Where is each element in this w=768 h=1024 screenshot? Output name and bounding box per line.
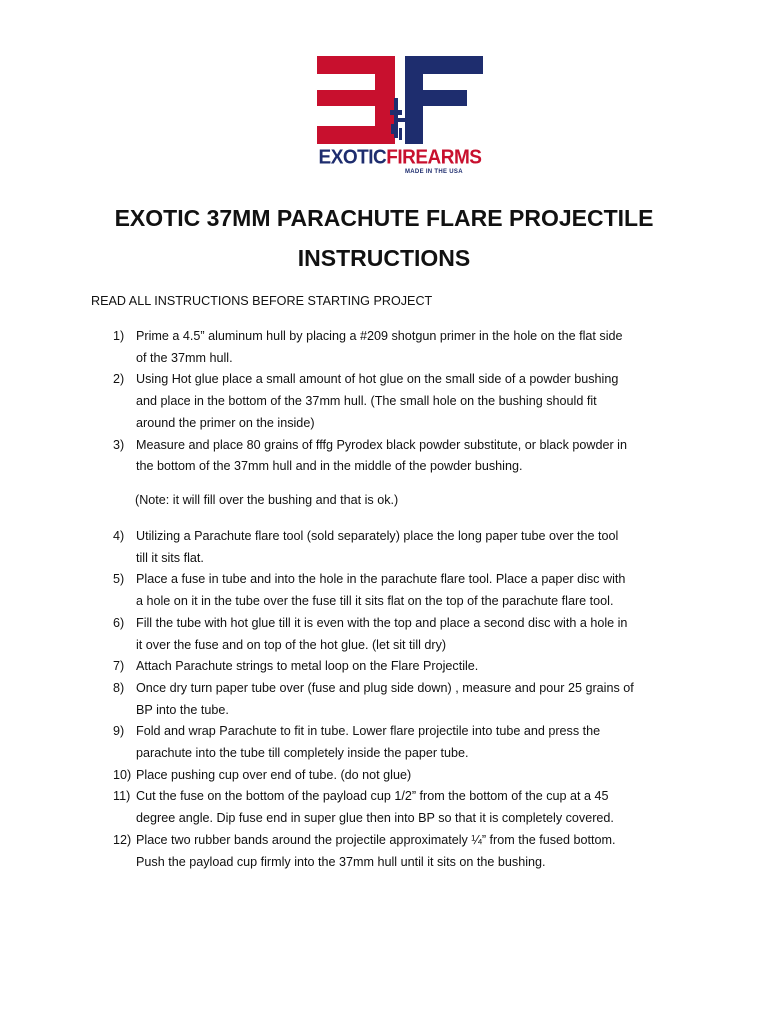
instruction-step bbox=[113, 678, 693, 721]
step-line: Once dry turn paper tube over (fuse and plug side down) , measure and pour 25 grains of bbox=[136, 680, 634, 695]
instruction-step bbox=[113, 613, 693, 656]
step-line: it over the fuse and on top of the hot glue. (let sit till dry) bbox=[136, 637, 447, 652]
step-text bbox=[136, 569, 693, 612]
step-line: and place in the bottom of the 37mm hull. (The small hole on the bushing should fit bbox=[136, 394, 597, 409]
step-number: 7) bbox=[113, 659, 125, 674]
instruction-step bbox=[113, 526, 693, 569]
step-text bbox=[136, 678, 693, 721]
exotic-firearms-logo bbox=[300, 52, 500, 182]
step-number: 12) bbox=[113, 832, 132, 847]
step-number: 1) bbox=[113, 329, 125, 343]
note-text: (Note: it will fill over the bushing and that is ok.) bbox=[135, 493, 399, 507]
step-line: Place a fuse in tube and into the hole in the parachute flare tool. Place a paper disc with bbox=[136, 572, 626, 587]
step-line: Place pushing cup over end of tube. (do not glue) bbox=[136, 767, 412, 782]
step-number: 3) bbox=[113, 437, 125, 452]
step-text bbox=[136, 786, 693, 829]
step-number: 4) bbox=[113, 529, 125, 543]
instruction-step bbox=[113, 369, 693, 434]
step-line: of the 37mm hull. bbox=[136, 350, 233, 365]
ef-monogram-icon bbox=[300, 52, 500, 148]
step-line: BP into the tube. bbox=[136, 702, 229, 717]
step-text bbox=[136, 526, 693, 569]
step-number: 11) bbox=[113, 789, 131, 804]
instruction-step bbox=[113, 569, 693, 612]
step-line: Prime a 4.5” aluminum hull by placing a #209 shotgun primer in the hole on the flat side bbox=[136, 329, 623, 343]
step-text bbox=[136, 656, 693, 678]
document-title bbox=[0, 198, 768, 278]
step-line: Attach Parachute strings to metal loop on the Flare Projectile. bbox=[136, 659, 479, 674]
step-number: 8) bbox=[113, 680, 125, 695]
instruction-step bbox=[113, 656, 693, 678]
step-line: a hole on it in the tube over the fuse till it sits flat on the top of the parachute flare tool. bbox=[136, 594, 614, 609]
brand-tagline: MADE IN THE USA bbox=[405, 169, 463, 175]
step-line: around the primer on the inside) bbox=[136, 415, 315, 430]
instruction-step bbox=[113, 721, 693, 764]
step-line: parachute into the tube till completely inside the paper tube. bbox=[136, 746, 469, 761]
intro-text: READ ALL INSTRUCTIONS BEFORE STARTING PROJECT bbox=[91, 294, 433, 308]
step-number: 5) bbox=[113, 572, 125, 587]
step-line: Cut the fuse on the bottom of the payload cup 1/2” from the bottom of the cup at a 45 bbox=[136, 789, 609, 804]
step-line: Measure and place 80 grains of fffg Pyrodex black powder substitute, or black powder in bbox=[136, 437, 627, 452]
instruction-step bbox=[113, 326, 693, 369]
step-line: degree angle. Dip fuse end in super glue then into BP so that it is completely covered. bbox=[136, 811, 614, 826]
step-line: the bottom of the 37mm hull and in the middle of the powder bushing. bbox=[136, 459, 523, 474]
step-text bbox=[136, 765, 693, 787]
step-line: Utilizing a Parachute flare tool (sold separately) place the long paper tube over the tool bbox=[136, 529, 619, 543]
step-line: Using Hot glue place a small amount of hot glue on the small side of a powder bushing bbox=[136, 372, 619, 387]
steps-list-part-1 bbox=[113, 326, 693, 478]
step-text bbox=[136, 369, 693, 434]
step-line: Fill the tube with hot glue till it is even with the top and place a second disc with a hole in bbox=[136, 615, 628, 630]
step-text bbox=[136, 830, 693, 873]
instruction-step bbox=[113, 765, 693, 787]
title-line-2: INSTRUCTIONS bbox=[297, 245, 471, 271]
step-text bbox=[136, 435, 693, 478]
instruction-step bbox=[113, 435, 693, 478]
instruction-step bbox=[113, 786, 693, 829]
step-line: Fold and wrap Parachute to fit in tube. Lower flare projectile into tube and press the bbox=[136, 724, 601, 739]
step-line: Place two rubber bands around the projectile approximately ¼” from the fused bottom. bbox=[136, 832, 616, 847]
steps-list-part-2 bbox=[113, 526, 693, 873]
brand-name bbox=[300, 148, 500, 169]
step-number: 9) bbox=[113, 724, 125, 739]
step-text bbox=[136, 326, 693, 369]
step-text bbox=[136, 721, 693, 764]
step-line: till it sits flat. bbox=[136, 550, 204, 565]
step-number: 2) bbox=[113, 372, 125, 387]
brand-firearms: FIREARMS bbox=[386, 146, 482, 169]
title-line-1: EXOTIC 37MM PARACHUTE FLARE PROJECTILE bbox=[114, 205, 654, 231]
step-number: 6) bbox=[113, 615, 125, 630]
step-line: Push the payload cup firmly into the 37mm hull until it sits on the bushing. bbox=[136, 854, 546, 869]
step-number: 10) bbox=[113, 767, 132, 782]
step-text bbox=[136, 613, 693, 656]
instruction-step bbox=[113, 830, 693, 873]
brand-exotic: EXOTIC bbox=[318, 146, 387, 169]
